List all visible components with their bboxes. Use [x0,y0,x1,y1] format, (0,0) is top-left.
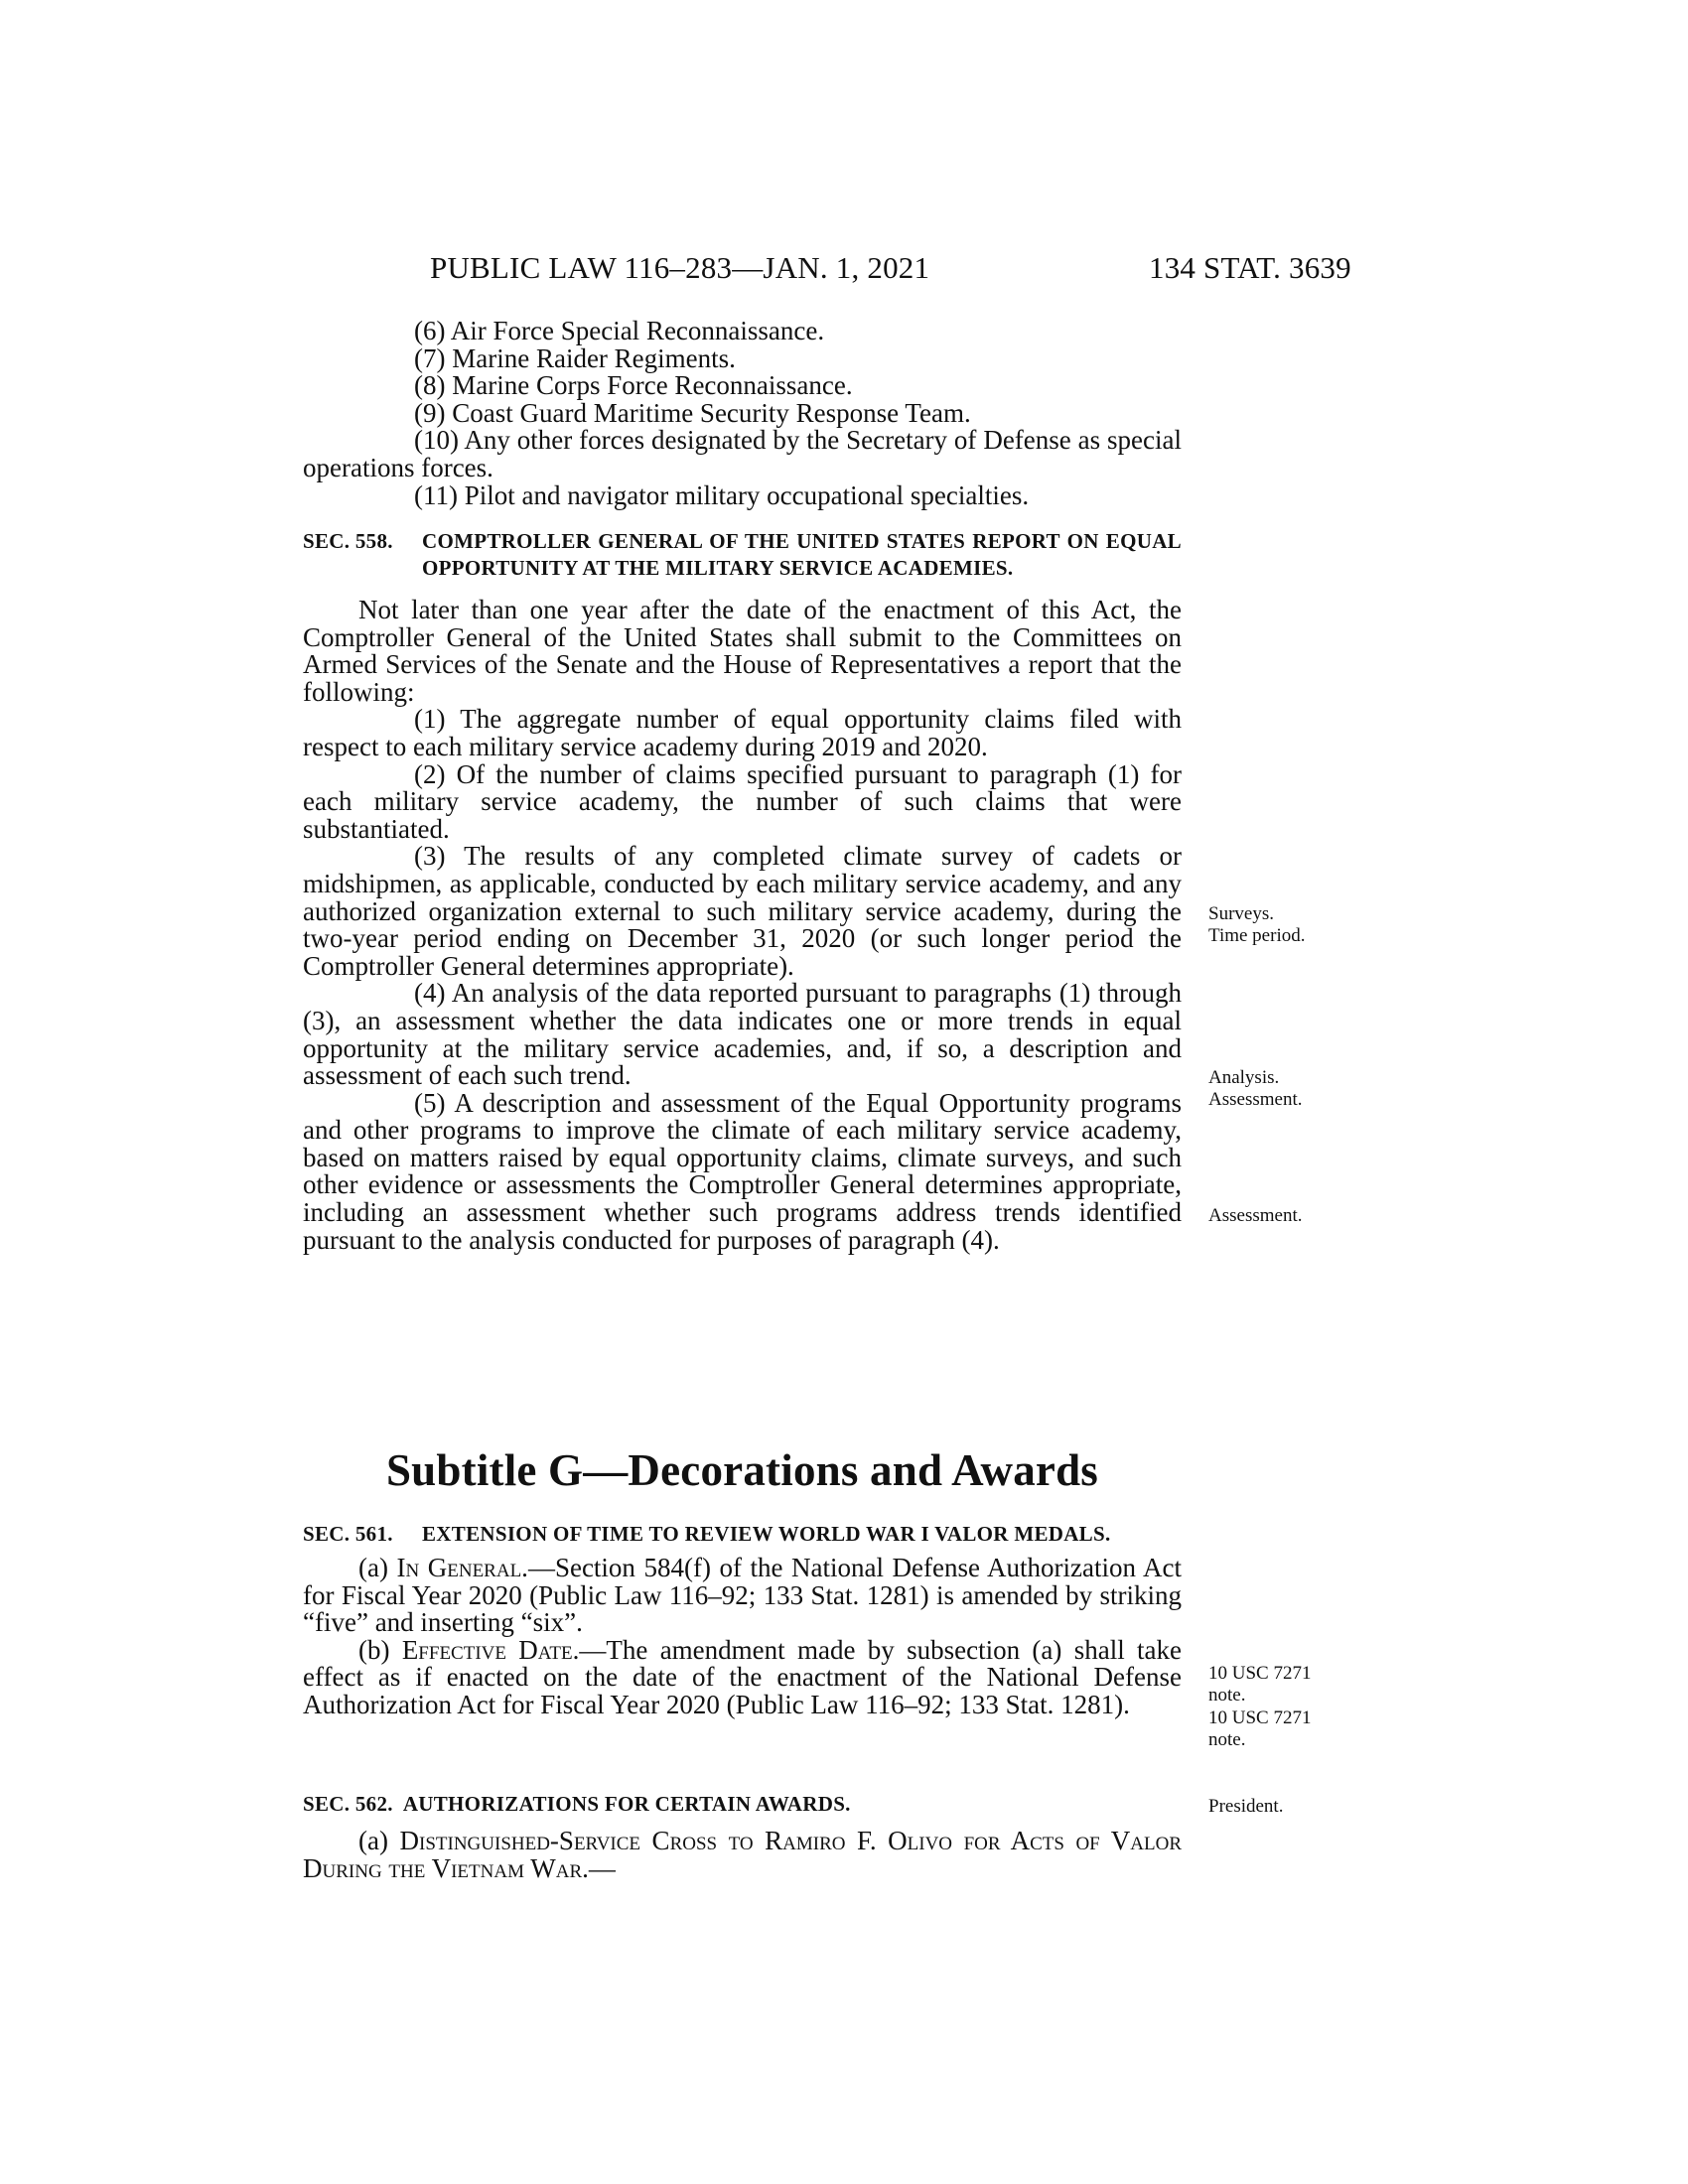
section-heading [303,1521,1182,1548]
section-number: SEC. 558. [303,529,393,553]
list-item: (10) Any other forces designated by the Secretary of Defense as special operations forces. [303,425,1182,482]
subsection-b [303,1634,1182,1719]
margin-note-assessment: Assessment. [1208,1089,1303,1110]
margin-note-usc-citation: 10 USC 7271 note. [1208,1663,1312,1706]
subsection-heading: Effective Date. [401,1634,580,1665]
paragraph-4: (4) An analysis of the data reported pursuant to paragraphs (1) through (3), an assessment whether the data indicates one or more trends in equal opportunity at the military service academies, and, if so, a description and assessment of each such trend. [303,978,1182,1091]
paragraph-3: (3) The results of any completed climate survey of cadets or midshipmen, as applicable, conducted by each military service academy, and any authorized organization external to such military service academy, during the two-year period ending on December 31, 2020 (or such longer period the Comptroller General determines appropriate). [303,841,1182,981]
subsection-a [303,1828,1182,1882]
subsection-heading: In General. [396,1553,528,1582]
subsection-text: —Section 584(f) of the National Defense Authorization Act for Fiscal Year 2020 (Public Law 116–92; 133 Stat. 1281) is amended by striking “five” and inserting “six”. [303,1553,1182,1638]
section-562 [303,1791,1182,1882]
subtitle-heading: Subtitle G—Decorations and Awards [385,1445,1099,1495]
special-operations-list [303,318,1182,509]
margin-note-president: President. [1208,1796,1284,1817]
list-item: (9) Coast Guard Maritime Security Response Team. [414,397,971,428]
section-title: EXTENSION OF TIME TO REVIEW WORLD WAR I VALOR MEDALS. [422,1522,1111,1546]
section-561 [303,1521,1182,1719]
section-title: AUTHORIZATIONS FOR CERTAIN AWARDS. [402,1792,851,1816]
margin-note-usc-citation: 10 USC 7271 note. [1208,1707,1312,1750]
section-558 [303,528,1182,1254]
subsection-label: (a) [358,1826,400,1855]
section-heading [303,1791,1182,1818]
subsection-label: (b) [358,1634,402,1665]
subsection-label: (a) [358,1553,397,1582]
list-item: (11) Pilot and navigator military occupational specialties. [414,479,1030,510]
subsection-text: —The amendment made by subsection (a) shall take effect as if enacted on the date of the enactment of the National Defense Authorization Act for Fiscal Year 2020 (Public Law 116–92; 133 Stat. 1281). [303,1634,1182,1719]
paragraph-5: (5) A description and assessment of the Equal Opportunity programs and other programs to improve the climate of each military service academy, based on matters raised by equal opportunity claims, climate surveys, and such other evidence or assessments the Comptroller General determines appropriate, including an assessment whether such programs address trends identified pursuant to the analysis conducted for purposes of paragraph (4). [303,1087,1182,1255]
margin-note-surveys: Surveys. [1208,903,1274,924]
section-intro: Not later than one year after the date of the enactment of this Act, the Comptroller General of the United States shall submit to the Committees on Armed Services of the Senate and the House of Representatives a report that the following: [303,595,1182,707]
list-item: (8) Marine Corps Force Reconnaissance. [414,370,853,401]
section-heading [303,528,1182,582]
list-item: (6) Air Force Special Reconnaissance. [414,316,825,345]
subsection-a [303,1555,1182,1637]
margin-note-time-period: Time period. [1208,925,1306,946]
section-number: SEC. 561. [303,1522,393,1546]
margin-note-analysis: Analysis. [1208,1067,1280,1088]
section-title: COMPTROLLER GENERAL OF THE UNITED STATES REPORT ON EQUAL OPPORTUNITY AT THE MILITARY SERVICE ACADEMIES. [422,529,1182,580]
subsection-heading: Distinguished-Service Cross to Ramiro F. Olivo for Acts of Valor During the Vietnam War. [303,1826,1182,1883]
running-header-stat-page: 134 STAT. 3639 [1149,250,1351,285]
section-number: SEC. 562. [303,1792,393,1816]
running-header-public-law: PUBLIC LAW 116–283—JAN. 1, 2021 [430,250,930,285]
list-item: (7) Marine Raider Regiments. [414,342,736,373]
subsection-text: — [588,1852,616,1883]
paragraph-1: (1) The aggregate number of equal opportunity claims filed with respect to each military service academy during 2019 and 2020. [303,704,1182,761]
margin-note-assessment: Assessment. [1208,1205,1303,1226]
paragraph-2: (2) Of the number of claims specified pursuant to paragraph (1) for each military service academy, the number of such claims that were substantiated. [303,758,1182,844]
